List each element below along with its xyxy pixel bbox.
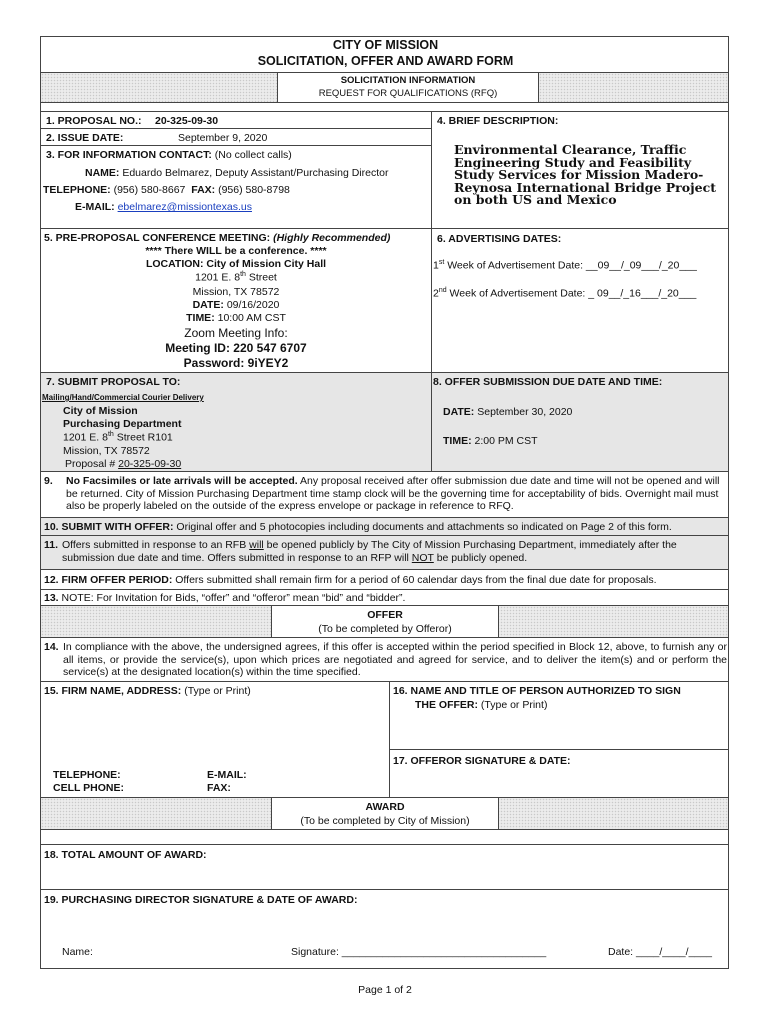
block-10 [40, 518, 729, 536]
block10-text [44, 521, 672, 533]
advertising-week2 [433, 287, 696, 300]
contact-phone-line [43, 184, 290, 196]
divider [389, 682, 390, 797]
contact-note: (No collect calls) [214, 149, 292, 161]
submit-org2: Purchasing Department [63, 418, 182, 430]
due-time-key: TIME: [443, 435, 472, 447]
brief-description-label: 4. BRIEF DESCRIPTION: [437, 115, 559, 127]
location-address1 [41, 271, 431, 284]
week1-num: 1 [433, 259, 439, 272]
block14-num: 14. [44, 641, 59, 653]
firm-cell-label: CELL PHONE: [53, 782, 124, 794]
week1-sup: st [438, 259, 445, 266]
offer-label-box [271, 606, 499, 637]
email-label: E-MAIL: [75, 201, 115, 213]
award-band [40, 798, 729, 830]
block14-text: In compliance with the above, the undersigned agrees, if this offer is accepted within the period specified in Block 12, above, to furnish any or all items, or provide the service(s), upon which prices are negotiated and agreed for service, and to deliver the item(s) and or perform the service(s) at the designated location(s) within the time specified. [63, 641, 727, 678]
address-text: Street [245, 271, 277, 284]
conference-note: **** There WILL be a conference. **** [145, 245, 327, 257]
submit-addr-text: 1201 E. 8 [63, 431, 108, 444]
block11-text [62, 539, 728, 564]
due-date-label: 8. OFFER SUBMISSION DUE DATE AND TIME: [433, 376, 663, 388]
block10-body: Original offer and 5 photocopies including documents and attachments so indicated on Page 2 of this form. [173, 521, 672, 533]
proposal-prefix: Proposal # [65, 458, 119, 470]
block9-text [66, 475, 726, 513]
issue-date-label: 2. ISSUE DATE: [46, 132, 124, 144]
submit-org1: City of Mission [63, 405, 138, 417]
contact-line [46, 149, 292, 161]
total-award-label: 18. TOTAL AMOUNT OF AWARD: [44, 849, 207, 861]
firm-fax-label: FAX: [207, 782, 231, 794]
spacer-row [40, 103, 729, 112]
block9-body: Any proposal received after offer submission due date and time will not be opened and will be returned. City of Mission Purchasing Department time stamp clock will be the governing time for acceptability of bids. Overnight mail must also be properly labeled on the outside of the express envelope or package in reference to RFQ. [66, 475, 720, 512]
offer-subtitle: (To be completed by Offeror) [318, 623, 452, 635]
block13-text [44, 592, 405, 604]
submit-addr-sup: th [107, 431, 114, 438]
authorized-person-line2 [415, 699, 547, 711]
meeting-date-line [41, 299, 431, 311]
pre-proposal-note: (Highly Recommended) [273, 232, 391, 244]
meeting-id: Meeting ID: 220 547 6707 [165, 341, 307, 355]
due-date-key: DATE: [443, 406, 475, 418]
blocks-7-8 [40, 373, 729, 472]
award-subtitle: (To be completed by City of Mission) [300, 815, 470, 827]
telephone-label: TELEPHONE: [43, 184, 111, 196]
award-date-field: Date: ____/____/____ [608, 946, 712, 958]
delivery-method: Mailing/Hand/Commercial Courier Delivery [42, 393, 204, 402]
block-11 [40, 536, 729, 570]
brief-description-text: Environmental Clearance, Traffic Engineering Study and Feasibility Study Services for Mission Madero-Reynosa International Bridge Project on both US and Mexico [454, 142, 716, 207]
divider [431, 112, 432, 228]
award-signature-field: Signature: ___________________________________ [291, 946, 547, 958]
firm-name-line [44, 685, 251, 697]
meeting-date-label: DATE: [192, 299, 224, 311]
solicitation-label-box [277, 73, 539, 102]
advertising-week1 [433, 259, 697, 272]
firm-email-label: E-MAIL: [207, 769, 247, 781]
contact-label: 3. FOR INFORMATION CONTACT: [46, 149, 212, 161]
divider [431, 229, 432, 372]
offer-band [40, 606, 729, 638]
block11-body: Offers submitted in response to an RFB [62, 539, 250, 551]
divider [431, 373, 432, 471]
block10-bold: 10. SUBMIT WITH OFFER: [44, 521, 174, 533]
pre-proposal-line [44, 232, 390, 244]
pre-proposal-label: 5. PRE-PROPOSAL CONFERENCE MEETING: [44, 232, 271, 244]
solicitation-info-label: SOLICITATION INFORMATION [340, 75, 476, 86]
proposal-number: 20-325-09-30 [118, 458, 182, 470]
divider [41, 145, 431, 146]
fax-value: (956) 580-8798 [218, 184, 290, 196]
submit-addr1 [63, 431, 173, 444]
block13-num: 13. [44, 592, 59, 604]
authorized-person-label: 16. NAME AND TITLE OF PERSON AUTHORIZED TO SIGN [393, 685, 681, 697]
authorized-person-label2: THE OFFER: [415, 699, 478, 711]
award-title: AWARD [365, 801, 405, 813]
email-link[interactable]: ebelmarez@missiontexas.us [117, 201, 252, 213]
advertising-dates-label: 6. ADVERTISING DATES: [437, 233, 562, 245]
week2-text: Week of Advertisement Date: _ 09__/_16___/_20___ [446, 287, 697, 300]
spacer-row [40, 830, 729, 845]
location-address2: Mission, TX 78572 [192, 286, 280, 298]
form-header [40, 36, 729, 73]
firm-name-note: (Type or Print) [181, 685, 251, 697]
week1-text: Week of Advertisement Date: __09__/_09___/_20___ [444, 259, 697, 272]
meeting-time-value: 10:00 AM CST [217, 312, 286, 324]
proposal-no-label: 1. PROPOSAL NO.: [46, 115, 142, 127]
meeting-date-value: 09/16/2020 [226, 299, 280, 311]
block13-body: NOTE: For Invitation for Bids, “offer” and “offeror” mean “bid” and “bidder”. [58, 592, 406, 604]
due-time-value: 2:00 PM CST [474, 435, 538, 447]
block9-bold: No Facsimiles or late arrivals will be accepted. [66, 475, 298, 487]
award-label-box [271, 798, 499, 829]
address-text: 1201 E. 8 [195, 271, 241, 284]
fax-label: FAX: [191, 184, 216, 196]
director-signature-label: 19. PURCHASING DIRECTOR SIGNATURE & DATE OF AWARD: [44, 894, 358, 906]
contact-name-line [85, 167, 388, 179]
telephone-value: (956) 580-8667 [113, 184, 186, 196]
submit-addr2: Mission, TX 78572 [63, 445, 150, 457]
proposal-no-value: 20-325-09-30 [155, 115, 219, 127]
meeting-password: Password: 9iYEY2 [183, 356, 289, 370]
page-number: Page 1 of 2 [358, 984, 412, 996]
zoom-info: Zoom Meeting Info: [184, 326, 288, 340]
blocks-15-17 [40, 682, 729, 798]
blocks-1-4 [40, 112, 729, 229]
award-name-field: Name: [62, 946, 93, 958]
due-time-line [443, 435, 538, 447]
week2-sup: nd [438, 287, 447, 294]
block-19 [40, 890, 729, 969]
block-18 [40, 845, 729, 890]
city-title: CITY OF MISSION [332, 38, 439, 52]
due-date-value: September 30, 2020 [477, 406, 573, 418]
firm-name-label: 15. FIRM NAME, ADDRESS: [44, 685, 182, 697]
submit-proposal-no [65, 458, 181, 470]
block11-num: 11. [44, 539, 59, 551]
block-9 [40, 472, 729, 518]
submit-proposal-label: 7. SUBMIT PROPOSAL TO: [46, 376, 181, 388]
blocks-5-6 [40, 229, 729, 373]
contact-name-label: NAME: [85, 167, 120, 179]
form-title: SOLICITATION, OFFER AND AWARD FORM [257, 54, 514, 68]
location-label: LOCATION: City of Mission City Hall [145, 258, 327, 270]
block11-not: NOT [411, 551, 434, 564]
meeting-time-label: TIME: [186, 312, 215, 324]
block11-body: be opened publicly by The City of Mission Purchasing Department, immediately after the submission due date and time. Offers submitted in response to an RFP will [62, 539, 677, 564]
block-12 [40, 570, 729, 590]
submit-addr-text: Street R101 [113, 431, 173, 444]
rfq-label: REQUEST FOR QUALIFICATIONS (RFQ) [318, 88, 498, 99]
offeror-signature-label: 17. OFFEROR SIGNATURE & DATE: [393, 755, 571, 767]
block12-text [44, 574, 657, 586]
authorized-person-note: (Type or Print) [478, 699, 548, 711]
block12-body: Offers submitted shall remain firm for a period of 60 calendar days from the final due date for proposals. [172, 574, 657, 586]
block-13 [40, 590, 729, 606]
firm-telephone-label: TELEPHONE: [53, 769, 121, 781]
divider [389, 749, 729, 750]
issue-date-value: September 9, 2020 [178, 132, 268, 144]
block11-body: be publicly opened. [433, 551, 528, 564]
address-sup: th [240, 271, 246, 278]
block11-will: will [249, 539, 264, 551]
divider [41, 128, 431, 129]
block12-bold: 12. FIRM OFFER PERIOD: [44, 574, 173, 586]
due-date-line [443, 406, 572, 418]
solicitation-band [40, 73, 729, 103]
contact-name-value: Eduardo Belmarez, Deputy Assistant/Purchasing Director [122, 167, 389, 179]
week2-num: 2 [433, 287, 439, 300]
block9-num: 9. [44, 475, 53, 487]
offer-title: OFFER [367, 609, 403, 621]
meeting-time-line [41, 312, 431, 324]
contact-email-line [75, 201, 252, 213]
block-14 [40, 638, 729, 682]
